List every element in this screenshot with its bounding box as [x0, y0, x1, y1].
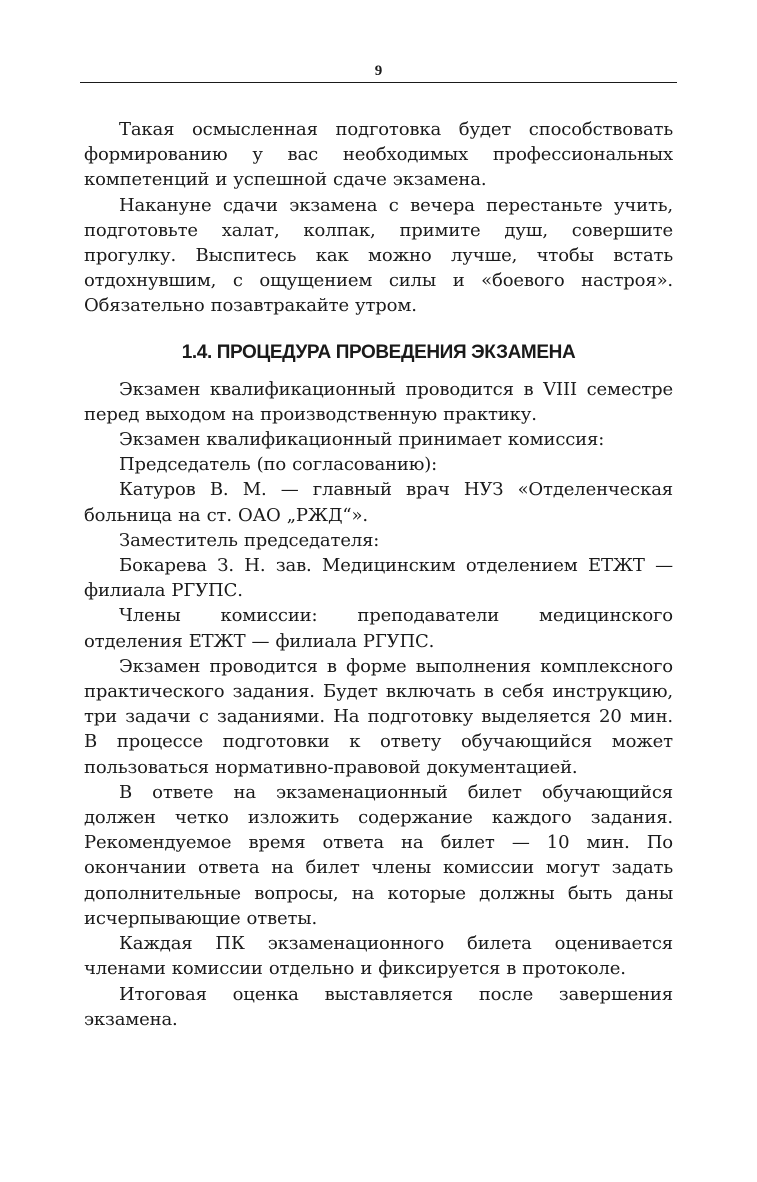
paragraph-exam-eve-advice: Накануне сдачи экзамена с вечера перестаньте учить, подготовьте халат, колпак, примите душ, совершите прогулку. Выспитесь как можно лучше, чтобы встать отдохнувшим, с ощущением силы и «боевого настроя». Обязательно позавтракайте утром.	[84, 194, 673, 317]
paragraph-commission-members: Члены комиссии: преподаватели медицинского отделения ЕТЖТ — филиала РГУПС.	[84, 605, 673, 652]
paragraph-preparation-benefit: Такая осмысленная подготовка будет способствовать формированию у вас необходимых профессиональных компетенций и успешной сдаче экзамена.	[84, 119, 673, 191]
page-header	[80, 60, 677, 83]
paragraph-exam-format: Экзамен проводится в форме выполнения комплексного практического задания. Будет включать в себя инструкцию, три задачи с заданиями. На подготовку выделяется 20 мин. В процессе подготовки к ответу обучающийся может пользоваться нормативно-правовой документацией.	[84, 655, 673, 778]
section-title: 1.4. ПРОЦЕДУРА ПРОВЕДЕНИЯ ЭКЗАМЕНА	[181, 341, 576, 363]
paragraph-chairman-label: Председатель (по согласованию):	[119, 454, 438, 476]
paragraph-answer-requirements: В ответе на экзаменационный билет обучающийся должен четко изложить содержание каждого задания. Рекомендуемое время ответа на билет — 10 мин. По окончании ответа на билет члены комиссии могут задать дополнительные вопросы, на которые должны быть даны исчерпывающие ответы.	[84, 781, 673, 929]
page-body	[84, 117, 673, 1032]
paragraph-competency-evaluation: Каждая ПК экзаменационного билета оценивается членами комиссии отдельно и фиксируется в протоколе.	[84, 933, 673, 980]
page-number: 9	[374, 63, 383, 79]
paragraph-deputy-name: Бокарева З. Н. зав. Медицинским отделением ЕТЖТ — филиала РГУПС.	[84, 555, 673, 602]
paragraph-final-grade: Итоговая оценка выставляется после завершения экзамена.	[84, 983, 673, 1030]
paragraph-chairman-name: Катуров В. М. — главный врач НУЗ «Отделенческая больница на ст. ОАО „РЖД“».	[84, 479, 673, 526]
paragraph-exam-timing: Экзамен квалификационный проводится в VIII семестре перед выходом на производственную практику.	[84, 378, 673, 425]
paragraph-commission-intro: Экзамен квалификационный принимает комиссия:	[119, 429, 605, 451]
paragraph-deputy-label: Заместитель председателя:	[119, 529, 380, 551]
